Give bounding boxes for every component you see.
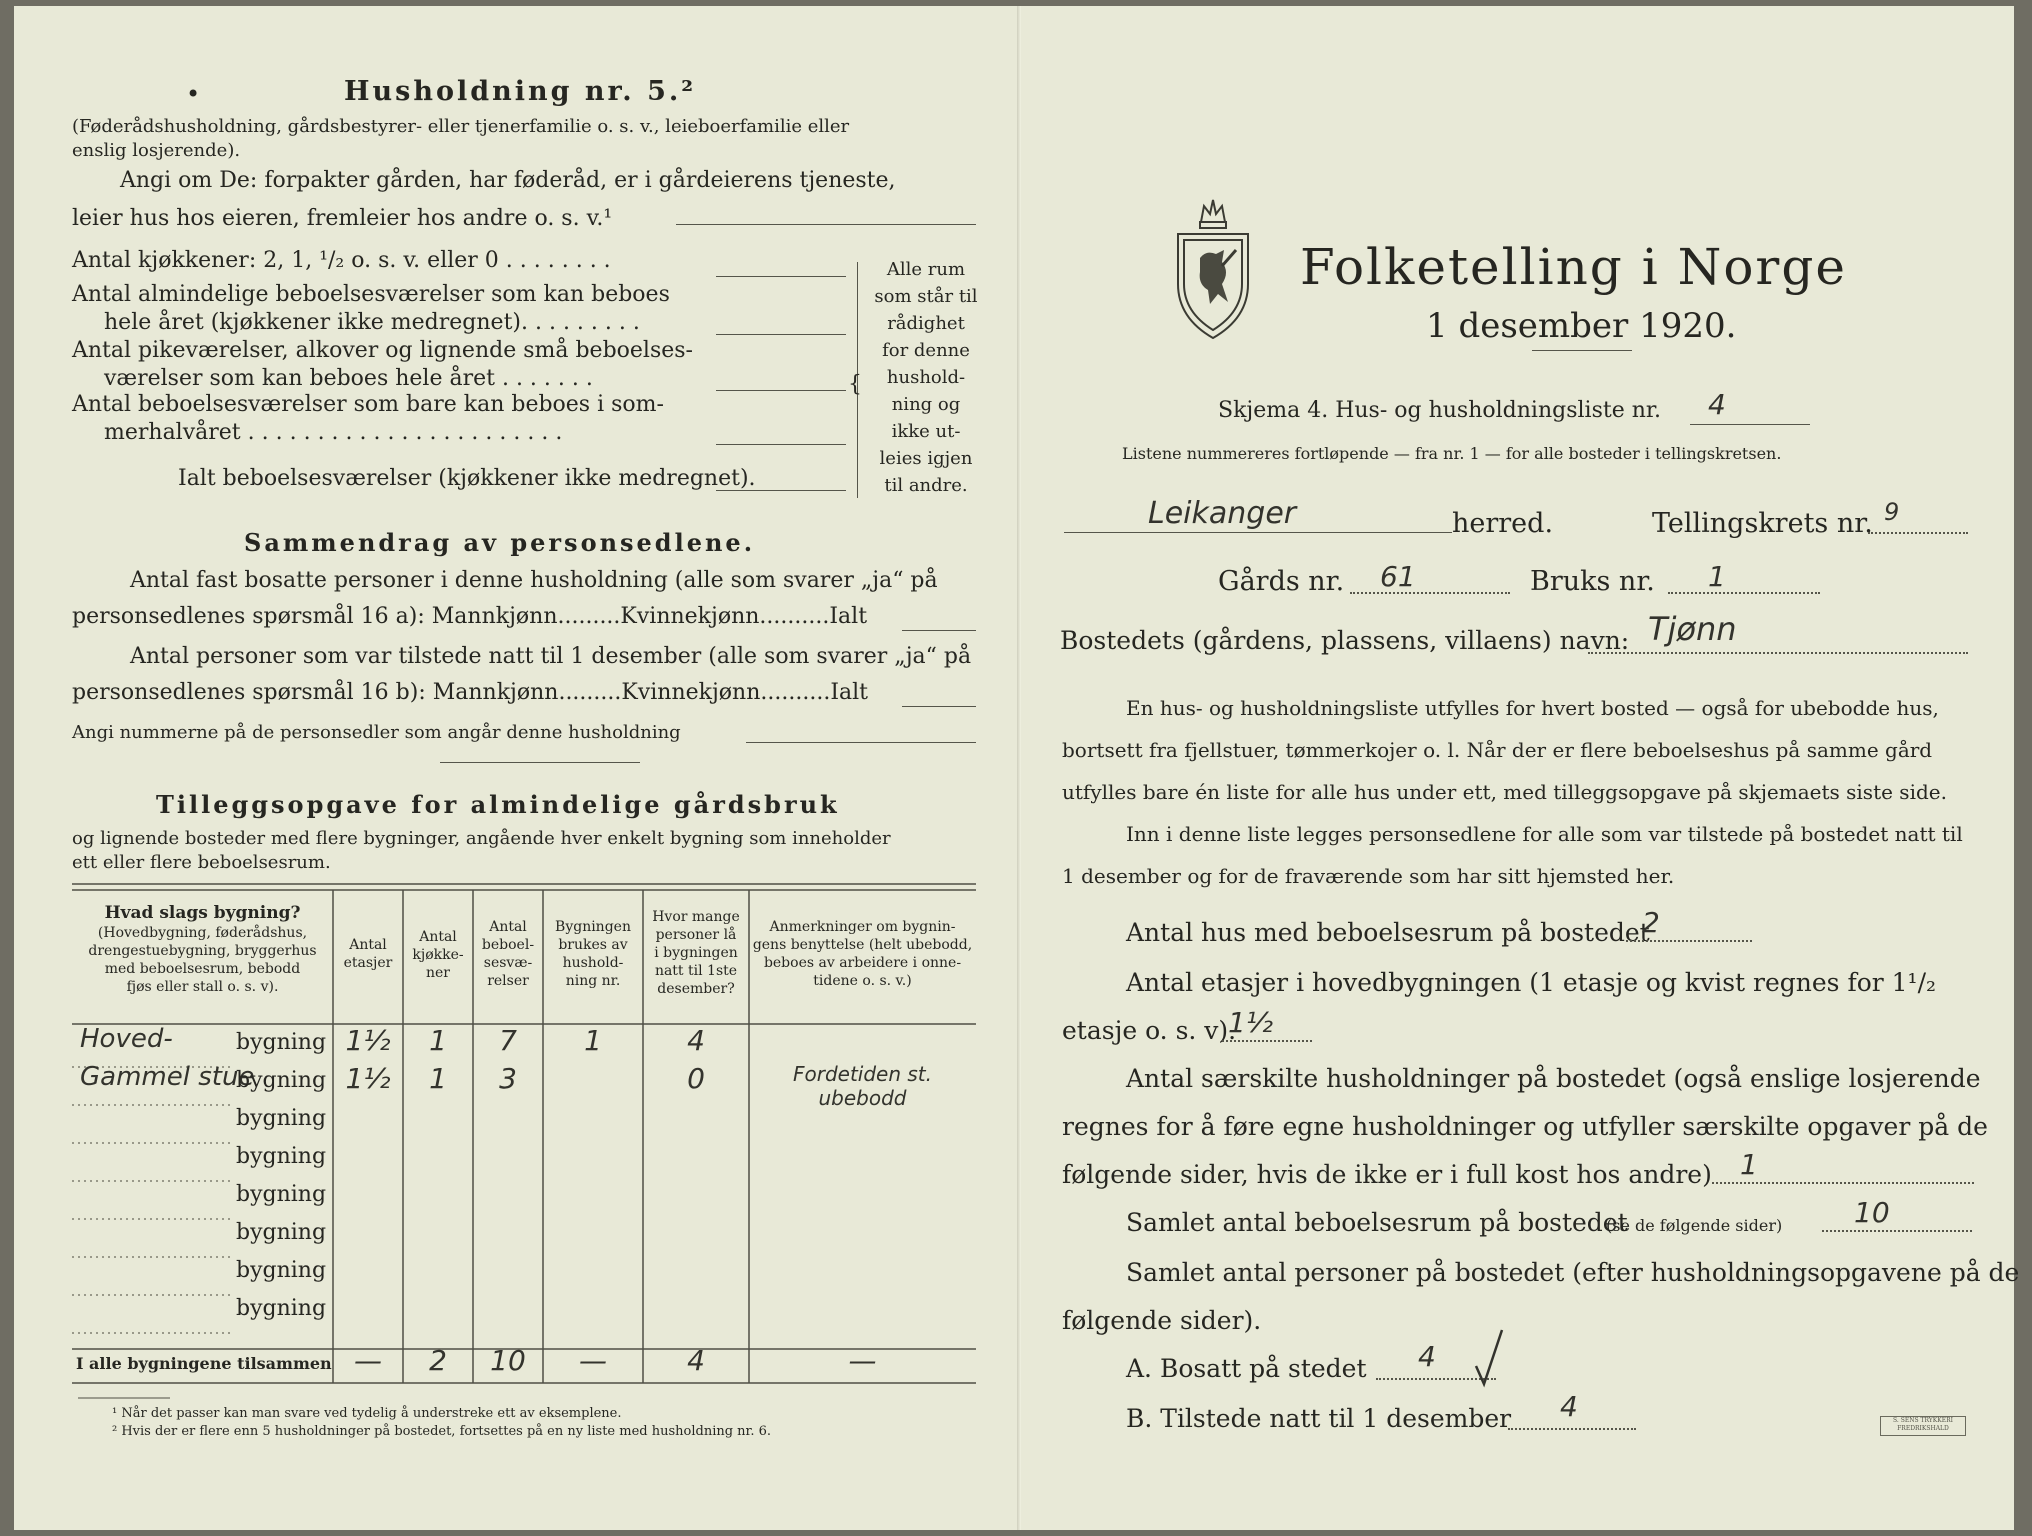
total-remarks: — <box>848 1344 877 1377</box>
row-building-suffix: bygning <box>236 1068 327 1093</box>
total-persons: 4 <box>687 1344 705 1377</box>
info-line-1: En hus- og husholdningsliste utfylles for hvert bosted — også for ubebodde hus, <box>1126 696 1939 720</box>
row-building-name: Hoved- <box>80 1024 173 1054</box>
h5-l5: desember? <box>657 981 735 997</box>
note-l5: hushold- <box>886 367 966 388</box>
total-floors: — <box>354 1344 382 1377</box>
census-date: 1 desember 1920. <box>1426 306 1737 346</box>
row-building-suffix: bygning <box>236 1258 327 1283</box>
footnote-2: ² Hvis der er flere enn 5 husholdninger på bostedet, fortsettes på en ny liste med husholdning nr. 6. <box>112 1424 772 1439</box>
tellingskrets-line <box>1868 532 1968 534</box>
date-underline <box>1532 350 1632 351</box>
q-hushold-value: 1 <box>1740 1148 1758 1181</box>
h2-l3: ner <box>426 965 450 981</box>
rooms-small: Antal pikeværelser, alkover og lignende små beboelses- <box>72 338 693 363</box>
summary-line-3: Antal personer som var tilstede natt til 1 desember (alle som svarer „ja“ på <box>130 644 972 669</box>
q-rum-small: (se de følgende sider) <box>1606 1216 1783 1235</box>
total-label: I alle bygningene tilsammen <box>76 1354 332 1373</box>
rooms-summer-cont: merhalvåret . . . . . . . . . . . . . . . . . . . . . . . <box>104 420 563 445</box>
rooms-kitchens: Antal kjøkkener: 2, 1, ¹/₂ o. s. v. eller 0 . . . . . . . . <box>72 248 611 273</box>
row-cell: 4 <box>687 1024 705 1057</box>
brace-point: { <box>848 372 862 397</box>
main-title: Folketelling i Norge <box>1300 238 1847 296</box>
bruks-label: Bruks nr. <box>1530 566 1655 597</box>
q-personer-1: Samlet antal personer på bostedet (efter husholdningsopgavene på de <box>1126 1258 2020 1287</box>
angi-line-2: leier hus hos eieren, fremleier hos andre o. s. v.¹ <box>72 206 613 231</box>
tilstede-value: 4 <box>1560 1390 1578 1423</box>
h0-l4: fjøs eller stall o. s. v). <box>126 979 279 995</box>
q-hus-value: 2 <box>1642 906 1660 939</box>
bruks-value: 1 <box>1708 560 1726 593</box>
bosatt-value: 4 <box>1418 1340 1436 1373</box>
h3-l4: relser <box>487 973 529 989</box>
nummerne-line: Angi nummerne på de personsedler som angår denne husholdning <box>72 722 681 743</box>
header-kitchens <box>403 928 473 982</box>
note-l8: leies igjen <box>879 448 973 469</box>
gards-value: 61 <box>1380 560 1416 593</box>
bosatt-label: A. Bosatt på stedet <box>1126 1354 1367 1383</box>
skjema-line <box>1690 424 1810 425</box>
angi-line-1: Angi om De: forpakter gården, har føderåd, er i gårdeierens tjeneste, <box>120 168 896 193</box>
h0-l2: drengestuebygning, bryggerhus <box>88 943 317 959</box>
summary-line-4: personsedlenes spørsmål 16 b): Mannkjønn.........Kvinnekjønn..........Ialt <box>72 680 868 705</box>
q-hushold-2: regnes for å føre egne husholdninger og utfyller særskilte opgaver på de <box>1062 1112 1988 1141</box>
note-l3: rådighet <box>887 313 965 334</box>
gards-label: Gårds nr. <box>1218 566 1345 597</box>
total-household: — <box>579 1344 607 1377</box>
info-line-2: bortsett fra fjellstuer, tømmerkojer o. l. Når der er flere beboelseshus på samme gård <box>1062 738 1933 762</box>
h1-l2: etasjer <box>343 955 393 971</box>
tillegg-intro-1: og lignende bosteder med flere bygninger, angående hver enkelt bygning som inneholder <box>72 828 891 849</box>
h4-l2: brukes av <box>558 937 628 953</box>
total-rooms: 10 <box>490 1344 526 1377</box>
rooms-small-cont: værelser som kan beboes hele året . . . . . . . <box>104 366 593 391</box>
q-hus-line <box>1626 940 1752 942</box>
h5-l1: Hvor mange <box>652 909 740 925</box>
q-personer-2: følgende sider). <box>1062 1306 1262 1335</box>
q-rum-label: Samlet antal beboelsesrum på bostedet <box>1126 1208 1628 1237</box>
h4-l1: Bygningen <box>555 919 631 935</box>
h5-l3: i bygningen <box>654 945 738 961</box>
h2-l2: kjøkke- <box>412 947 464 963</box>
q-etasjer-2: etasje o. s. v). <box>1062 1016 1237 1045</box>
herred-line <box>1064 532 1452 533</box>
listene-note: Listene nummereres fortløpende — fra nr. 1 — for alle bosteder i tellingskretsen. <box>1122 444 1782 463</box>
h6-l1: Anmerkninger om bygnin- <box>769 919 956 935</box>
row-cell: 1 <box>429 1024 447 1057</box>
q-rum-line <box>1822 1230 1972 1232</box>
h5-l2: personer lå <box>655 927 737 943</box>
info-line-5: 1 desember og for de fraværende som har sitt hjemsted her. <box>1062 864 1675 888</box>
printer-stamp <box>1880 1416 1966 1436</box>
bosted-line <box>1588 652 1968 654</box>
h6-l2: gens benyttelse (helt ubebodd, <box>752 937 973 953</box>
gards-line <box>1350 592 1510 594</box>
tillegg-intro-2: ett eller flere beboelsesrum. <box>72 852 331 873</box>
note-l7: ikke ut- <box>891 421 961 442</box>
h3-l2: beboel- <box>481 937 535 953</box>
bosted-value: Tjønn <box>1648 610 1737 648</box>
bruks-line <box>1668 592 1820 594</box>
row-cell: 1½ <box>345 1024 391 1057</box>
h6-l4: tidene o. s. v.) <box>813 973 912 989</box>
note-l9: til andre. <box>884 475 968 496</box>
h4-l3: hushold- <box>562 955 624 971</box>
h5-l4: natt til 1ste <box>654 963 738 979</box>
h1-l1: Antal <box>349 937 387 953</box>
info-line-3: utfylles bare én liste for alle hus under ett, med tilleggsopgave på skjemaets siste side. <box>1062 780 1947 804</box>
bullet-mark: • <box>186 80 201 108</box>
h3-l3: sesvæ- <box>483 955 533 971</box>
rooms-ordinary-cont: hele året (kjøkkener ikke medregnet). . . . . . . . . <box>104 310 640 335</box>
h4-l4: ning nr. <box>565 973 621 989</box>
q-etasjer-1: Antal etasjer i hovedbygningen (1 etasje og kvist regnes for 1¹/₂ <box>1126 968 1937 997</box>
note-l1: Alle rum <box>886 259 966 280</box>
q-hushold-1: Antal særskilte husholdninger på bostedet (også enslige losjerende <box>1126 1064 1981 1093</box>
tillegg-title: Tilleggsopgave for almindelige gårdsbruk <box>156 790 840 819</box>
stamp-line-2: FREDRIKSHALD <box>1897 1425 1949 1432</box>
info-line-4: Inn i denne liste legges personsedlene for alle som var tilstede på bostedet natt til <box>1126 822 1963 846</box>
row-cell: 0 <box>687 1062 705 1095</box>
coat-of-arms-icon <box>1170 192 1256 342</box>
row-building-suffix: bygning <box>236 1106 327 1131</box>
summary-line-2: personsedlenes spørsmål 16 a): Mannkjønn.........Kvinnekjønn..........Ialt <box>72 604 868 629</box>
household-title: Husholdning nr. 5.² <box>344 76 697 107</box>
header-persons <box>643 908 749 998</box>
row-building-suffix: bygning <box>236 1296 327 1321</box>
h3-l1: Antal <box>489 919 527 935</box>
row-building-suffix: bygning <box>236 1220 327 1245</box>
row-cell: 1½ <box>345 1062 391 1095</box>
row-cell: 1 <box>584 1024 602 1057</box>
note-l2: som står til <box>874 286 978 307</box>
q-etasjer-value: 1½ <box>1228 1006 1273 1039</box>
herred-label: herred. <box>1452 508 1554 539</box>
note-l4: for denne <box>882 340 970 361</box>
h2-l1: Antal <box>419 929 457 945</box>
row-building-suffix: bygning <box>236 1030 327 1055</box>
header-household-nr <box>543 918 643 990</box>
row-cell: 3 <box>499 1062 517 1095</box>
skjema-number: 4 <box>1708 388 1726 421</box>
q-etasjer-line <box>1222 1040 1312 1042</box>
intro-line-2: enslig losjerende). <box>72 140 241 161</box>
row-cell: 7 <box>499 1024 517 1057</box>
h0-l3: med beboelsesrum, bebodd <box>104 961 301 977</box>
row-cell: Fordetiden st. ubebodd <box>792 1062 932 1110</box>
tellingskrets-label: Tellingskrets nr. <box>1652 508 1873 539</box>
header-floors <box>333 936 403 972</box>
header-remarks <box>749 918 976 990</box>
row-building-name: Gammel stue <box>80 1062 255 1092</box>
tilstede-label: B. Tilstede natt til 1 desember <box>1126 1404 1512 1433</box>
bosted-label: Bostedets (gårdens, plassens, villaens) navn: <box>1060 626 1630 655</box>
skjema-label: Skjema 4. Hus- og husholdningsliste nr. <box>1218 398 1661 423</box>
row-building-suffix: bygning <box>236 1144 327 1169</box>
stamp-line-1: S. SENS TRYKKERI <box>1893 1417 1953 1424</box>
header-building-type-bold: Hvad slags bygning? <box>104 903 301 923</box>
tellingskrets-value: 9 <box>1884 498 1900 526</box>
q-rum-value: 10 <box>1854 1196 1890 1229</box>
herred-value: Leikanger <box>1148 496 1297 531</box>
rooms-summer: Antal beboelsesværelser som bare kan beboes i som- <box>72 392 664 417</box>
q-hushold-line <box>1712 1182 1974 1184</box>
rooms-total: Ialt beboelsesværelser (kjøkkener ikke medregnet). <box>178 466 756 491</box>
total-kitchens: 2 <box>429 1344 447 1377</box>
row-building-suffix: bygning <box>236 1182 327 1207</box>
note-l6: ning og <box>891 394 961 415</box>
tilstede-line <box>1508 1428 1636 1430</box>
row-cell: 1 <box>429 1062 447 1095</box>
header-building-type <box>72 902 333 996</box>
h6-l3: beboes av arbeidere i onne- <box>763 955 962 971</box>
summary-line-1: Antal fast bosatte personer i denne husholdning (alle som svarer „ja“ på <box>130 568 938 593</box>
intro-line-1: (Føderådshusholdning, gårdsbestyrer- eller tjenerfamilie o. s. v., leieboerfamilie eller <box>72 116 850 137</box>
footnote-1: ¹ Når det passer kan man svare ved tydelig å understreke ett av eksemplene. <box>112 1406 622 1421</box>
summary-title: Sammendrag av personsedlene. <box>244 528 756 557</box>
check-mark-icon <box>1472 1326 1512 1388</box>
q-hus-label: Antal hus med beboelsesrum på bostedet <box>1126 918 1650 947</box>
header-rooms <box>473 918 543 990</box>
h0-l1: (Hovedbygning, føderådshus, <box>97 925 308 941</box>
rooms-ordinary: Antal almindelige beboelsesværelser som kan beboes <box>72 282 670 307</box>
q-hushold-3: følgende sider, hvis de ikke er i full kost hos andre) <box>1062 1160 1712 1189</box>
